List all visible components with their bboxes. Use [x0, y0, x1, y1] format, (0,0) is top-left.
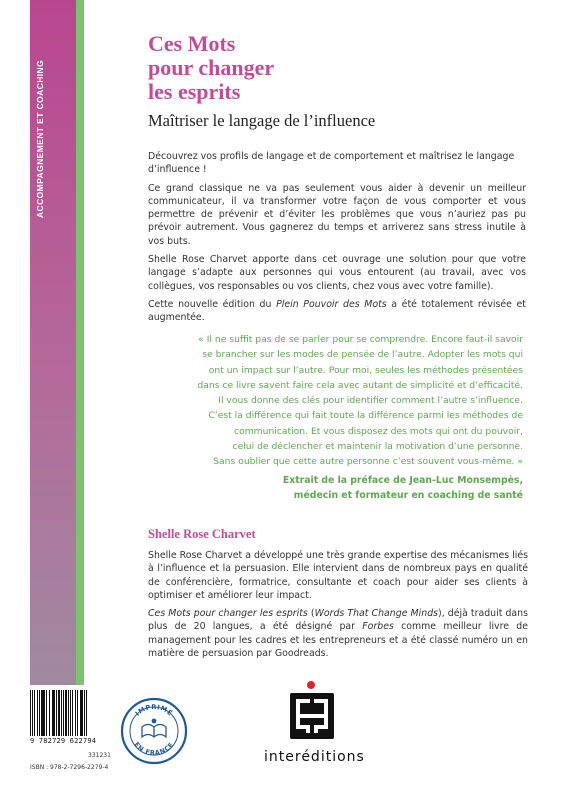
title-line-3: les esprits	[148, 79, 241, 104]
intro-p4-after: a été totalement révisée et augmentée.	[148, 298, 526, 324]
intro-paragraph-2: Ce grand classique ne va pas seulement vous aider à devenir un meilleur communicateur, il va transformer votre façon de vous comporter et vous permettre de prévenir et d’éviter les problèmes que vous n’auriez pas pu prévoir autrement. Vous gagnerez du temps et arriverez sans stress inutile à vos buts.	[148, 182, 526, 247]
intro-paragraph-1: Découvrez vos profils de langage et de comportement et maîtrisez le langage d’influence !	[148, 151, 515, 176]
bio-text: comme meilleur livre de management pour les cadres et les entrepreneurs et a été classé numéro un en matière de persuasion par Goodreads.	[148, 621, 528, 660]
intro-text	[148, 150, 526, 330]
attribution-line-1: Extrait de la préface de Jean-Luc Monsempès,	[282, 475, 523, 486]
quote-line: C’est la différence qui fait toute la différence parmi les méthodes de	[208, 410, 523, 422]
book-subtitle: Maîtriser le langage de l’influence	[148, 111, 376, 130]
author-bio	[148, 549, 528, 665]
green-band	[76, 0, 84, 685]
seal-bottom-text: EN FRANCE	[132, 740, 176, 758]
barcode-code: 331231	[88, 752, 111, 759]
publisher-logo-icon	[287, 687, 337, 743]
collection-label: ACCOMPAGNEMENT ET COACHING	[35, 59, 45, 218]
printed-in-france-seal	[120, 697, 188, 765]
intro-p4-before: Cette nouvelle édition du	[148, 298, 277, 310]
quote-line: celui de déclencher et maintenir la motivation d’une personne.	[232, 441, 523, 453]
book-title	[148, 32, 448, 104]
quote-line: se brancher sur les modes de pensée de l’autre. Adopter les mots qui	[202, 349, 523, 361]
attribution-line-2: médecin et formateur en coaching de santé	[293, 490, 523, 501]
bio-text: (	[307, 608, 315, 620]
bio-title-en: Words That Change Minds	[314, 608, 439, 620]
isbn: ISBN : 978-2-7296-2279-4	[30, 764, 109, 771]
intro-p4-italic: Plein Pouvoir des Mots	[276, 298, 387, 310]
quote-line: « Il ne suffit pas de se parler pour se comprendre. Encore faut-il savoir	[198, 334, 523, 345]
barcode-area	[30, 690, 110, 745]
title-line-2: pour changer	[148, 55, 275, 80]
quote-line: Il vous donne des clés pour identifier comment l’autre s’influence.	[218, 395, 523, 407]
bio-title-fr: Ces Mots pour changer les esprits	[148, 608, 308, 620]
seal-top-text: IMPRIMÉ	[133, 702, 175, 718]
quote-attribution	[200, 473, 523, 503]
author-heading: Shelle Rose Charvet	[148, 527, 256, 541]
seal-dot-icon	[152, 719, 157, 724]
bio-paragraph-2	[148, 607, 528, 660]
barcode	[30, 690, 110, 736]
barcode-bar	[87, 690, 88, 736]
bio-paragraph-1: Shelle Rose Charvet a développé une très grande expertise des mécanismes liés à l’influence et la persuasion. Elle intervient dans de nombreux pays en qualité de conférencière, formatrice, consultante et coach pour aider ses clients à optimiser et améliorer leur impact.	[148, 550, 528, 601]
quote-line: Sans oublier que cette autre personne c’est souvent vous-même. »	[213, 456, 523, 468]
bio-forbes: Forbes	[362, 621, 394, 633]
title-line-1: Ces Mots	[148, 31, 236, 56]
barcode-digits: 9 782729 622794	[30, 737, 97, 745]
preface-quote	[168, 332, 523, 470]
intro-paragraph-4	[148, 298, 526, 325]
quote-line: ont un impact sur l’autre. Pour moi, seules les méthodes présentées	[208, 364, 523, 376]
quote-line: dans ce livre savent faire cela avec autant de simplicité et d’efficacité.	[197, 379, 523, 391]
bio-text: ), déjà traduit dans plus de 20 langues, a été désigné par	[148, 608, 529, 633]
publisher-name: interéditions	[264, 749, 365, 765]
intro-paragraph-3: Shelle Rose Charvet apporte dans cet ouvrage une solution pour que votre langage s’adapte aux personnes qui vous entourent (au travail, avec vos collègues, vos responsables ou vos clients, chez vous avec votre famille).	[148, 254, 526, 292]
quote-line: communication. Et vous disposez des mots qui ont du pouvoir,	[234, 425, 523, 437]
